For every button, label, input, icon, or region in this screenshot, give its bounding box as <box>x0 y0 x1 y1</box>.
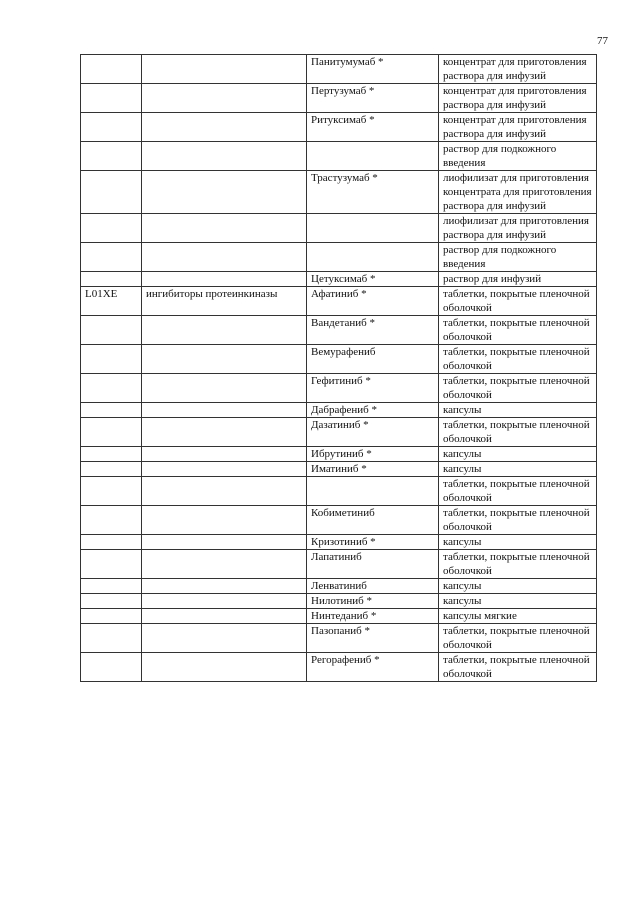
code-cell: L01XE <box>81 287 142 316</box>
atc-group-cell <box>142 403 307 418</box>
dosage-form-cell: таблетки, покрытые пленочной оболочкой <box>439 418 597 447</box>
drug-name-cell: Ибрутиниб * <box>307 447 439 462</box>
code-cell <box>81 374 142 403</box>
drug-name-cell: Панитумумаб * <box>307 55 439 84</box>
atc-group-cell <box>142 579 307 594</box>
dosage-form-cell: таблетки, покрытые пленочной оболочкой <box>439 345 597 374</box>
code-cell <box>81 55 142 84</box>
dosage-form-cell: раствор для инфузий <box>439 272 597 287</box>
table-row <box>81 171 597 214</box>
dosage-form-cell: таблетки, покрытые пленочной оболочкой <box>439 287 597 316</box>
code-cell <box>81 113 142 142</box>
code-cell <box>81 84 142 113</box>
dosage-form-cell: капсулы <box>439 447 597 462</box>
atc-group-cell <box>142 447 307 462</box>
drug-name-cell: Цетуксимаб * <box>307 272 439 287</box>
dosage-form-cell: капсулы <box>439 403 597 418</box>
table-row <box>81 243 597 272</box>
table-row <box>81 55 597 84</box>
code-cell <box>81 594 142 609</box>
dosage-form-cell: раствор для подкожного введения <box>439 142 597 171</box>
atc-group-cell <box>142 477 307 506</box>
code-cell <box>81 477 142 506</box>
dosage-form-cell: лиофилизат для приготовления раствора для инфузий <box>439 214 597 243</box>
drug-name-cell: Кобиметиниб <box>307 506 439 535</box>
atc-group-cell <box>142 84 307 113</box>
dosage-form-cell: таблетки, покрытые пленочной оболочкой <box>439 550 597 579</box>
atc-group-cell <box>142 214 307 243</box>
table-row <box>81 142 597 171</box>
table-row <box>81 594 597 609</box>
table-row <box>81 462 597 477</box>
atc-group-cell <box>142 113 307 142</box>
atc-group-cell <box>142 316 307 345</box>
drug-name-cell <box>307 477 439 506</box>
table-row <box>81 345 597 374</box>
table-row <box>81 214 597 243</box>
atc-group-cell <box>142 506 307 535</box>
drug-name-cell: Дазатиниб * <box>307 418 439 447</box>
dosage-form-cell: таблетки, покрытые пленочной оболочкой <box>439 624 597 653</box>
code-cell <box>81 316 142 345</box>
code-cell <box>81 579 142 594</box>
dosage-form-cell: лиофилизат для приготовления концентрата для приготовления раствора для инфузий <box>439 171 597 214</box>
dosage-form-cell: таблетки, покрытые пленочной оболочкой <box>439 653 597 682</box>
table-row <box>81 272 597 287</box>
atc-group-cell <box>142 272 307 287</box>
drug-name-cell: Пазопаниб * <box>307 624 439 653</box>
dosage-form-cell: капсулы мягкие <box>439 609 597 624</box>
drug-name-cell: Ритуксимаб * <box>307 113 439 142</box>
table-row <box>81 550 597 579</box>
code-cell <box>81 418 142 447</box>
dosage-form-cell: раствор для подкожного введения <box>439 243 597 272</box>
drug-name-cell: Нилотиниб * <box>307 594 439 609</box>
drug-name-cell: Кризотиниб * <box>307 535 439 550</box>
table-row <box>81 447 597 462</box>
code-cell <box>81 214 142 243</box>
drug-name-cell: Пертузумаб * <box>307 84 439 113</box>
drug-name-cell: Регорафениб * <box>307 653 439 682</box>
code-cell <box>81 506 142 535</box>
atc-group-cell <box>142 345 307 374</box>
drug-name-cell: Вемурафениб <box>307 345 439 374</box>
drug-name-cell: Дабрафениб * <box>307 403 439 418</box>
table-row <box>81 624 597 653</box>
atc-group-cell <box>142 374 307 403</box>
table-row <box>81 374 597 403</box>
atc-group-cell <box>142 594 307 609</box>
table-row <box>81 113 597 142</box>
drug-name-cell: Нинтеданиб * <box>307 609 439 624</box>
table-body <box>81 55 597 682</box>
table-row <box>81 418 597 447</box>
drug-name-cell: Ленватиниб <box>307 579 439 594</box>
dosage-form-cell: таблетки, покрытые пленочной оболочкой <box>439 506 597 535</box>
code-cell <box>81 272 142 287</box>
drug-name-cell: Трастузумаб * <box>307 171 439 214</box>
drug-name-cell: Лапатиниб <box>307 550 439 579</box>
drug-name-cell: Иматиниб * <box>307 462 439 477</box>
dosage-form-cell: таблетки, покрытые пленочной оболочкой <box>439 316 597 345</box>
code-cell <box>81 550 142 579</box>
code-cell <box>81 462 142 477</box>
code-cell <box>81 535 142 550</box>
dosage-form-cell: концентрат для приготовления раствора для инфузий <box>439 84 597 113</box>
atc-group-cell <box>142 462 307 477</box>
code-cell <box>81 447 142 462</box>
dosage-form-cell: капсулы <box>439 535 597 550</box>
dosage-form-cell: капсулы <box>439 594 597 609</box>
dosage-form-cell: таблетки, покрытые пленочной оболочкой <box>439 477 597 506</box>
drug-name-cell <box>307 142 439 171</box>
code-cell <box>81 243 142 272</box>
drug-name-cell: Афатиниб * <box>307 287 439 316</box>
table-row <box>81 535 597 550</box>
atc-group-cell <box>142 243 307 272</box>
drug-name-cell: Вандетаниб * <box>307 316 439 345</box>
code-cell <box>81 171 142 214</box>
table-row <box>81 653 597 682</box>
code-cell <box>81 345 142 374</box>
atc-group-cell <box>142 535 307 550</box>
drug-name-cell <box>307 214 439 243</box>
table-row <box>81 579 597 594</box>
atc-group-cell <box>142 55 307 84</box>
drug-table <box>80 54 597 682</box>
code-cell <box>81 403 142 418</box>
page-number: 77 <box>597 35 608 47</box>
dosage-form-cell: концентрат для приготовления раствора для инфузий <box>439 55 597 84</box>
table-row <box>81 506 597 535</box>
drug-name-cell: Гефитиниб * <box>307 374 439 403</box>
atc-group-cell <box>142 624 307 653</box>
dosage-form-cell: таблетки, покрытые пленочной оболочкой <box>439 374 597 403</box>
atc-group-cell <box>142 653 307 682</box>
table-row <box>81 84 597 113</box>
code-cell <box>81 624 142 653</box>
table-row <box>81 609 597 624</box>
atc-group-cell <box>142 609 307 624</box>
atc-group-cell: ингибиторы протеинкиназы <box>142 287 307 316</box>
table-row <box>81 287 597 316</box>
atc-group-cell <box>142 550 307 579</box>
table-row <box>81 403 597 418</box>
table-row <box>81 316 597 345</box>
dosage-form-cell: капсулы <box>439 462 597 477</box>
code-cell <box>81 142 142 171</box>
table-row <box>81 477 597 506</box>
dosage-form-cell: концентрат для приготовления раствора для инфузий <box>439 113 597 142</box>
drug-name-cell <box>307 243 439 272</box>
atc-group-cell <box>142 418 307 447</box>
dosage-form-cell: капсулы <box>439 579 597 594</box>
atc-group-cell <box>142 142 307 171</box>
code-cell <box>81 653 142 682</box>
code-cell <box>81 609 142 624</box>
atc-group-cell <box>142 171 307 214</box>
